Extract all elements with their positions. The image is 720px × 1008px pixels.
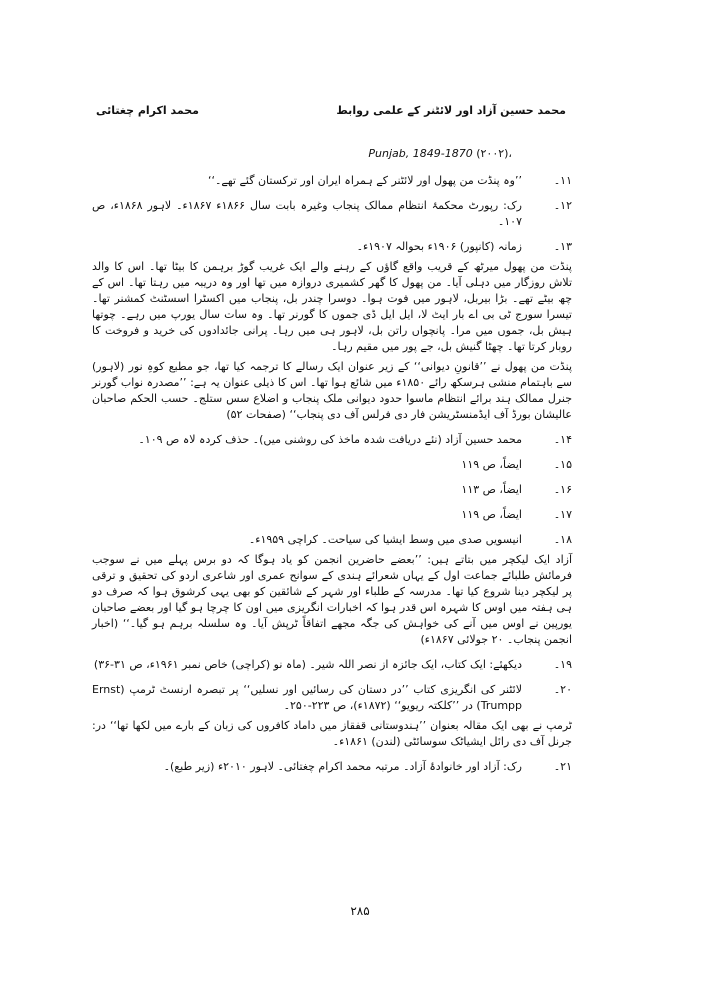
footnote-text xyxy=(92,507,522,523)
header-title: محمد حسین آزاد اور لائٹنر کے علمی روابط xyxy=(336,104,566,117)
reference-year: (۲۰۰۲)، xyxy=(476,147,512,160)
footnote-text xyxy=(92,657,522,673)
footnote-item xyxy=(92,507,572,523)
footnote-paragraph: ٹرمپ نے بھی ایک مقالہ بعنوان ’’ہندوستانی قفقاز میں داماد کافروں کی زبان کے بارے میں لکھا تھا‘‘ در: جرنل آف دی رائل ایشیاٹک سوسائٹی (لندن) ۱۸۶۱ء۔ xyxy=(92,719,572,748)
footnote-item xyxy=(92,532,572,648)
reference-title: Punjab, 1849-1870 xyxy=(368,147,473,160)
footnote-paragraph: ایضاً، ص ۱۱۳ xyxy=(461,483,522,496)
footnote-item xyxy=(92,432,572,448)
header-author: محمد اکرام چغتائی xyxy=(96,104,199,117)
footnote-paragraph: ایضاً، ص ۱۱۹ xyxy=(461,458,522,471)
footnote-text xyxy=(92,198,522,230)
footnote-number: ۱۷۔ xyxy=(553,508,572,521)
notes-list xyxy=(92,173,572,775)
footnote-number: ۱۲۔ xyxy=(553,199,572,212)
footnote-text xyxy=(92,482,522,498)
footnote-number: ۲۰۔ xyxy=(553,683,572,696)
footnote-number: ۱۹۔ xyxy=(553,658,572,671)
footnote-item xyxy=(92,173,572,189)
footnote-number: ۱۳۔ xyxy=(553,240,572,253)
footnote-paragraph: ’’وہ پنڈت من پھول اور لائٹنر کے ہمراہ ایران اور ترکستان گئے تھے۔‘‘ xyxy=(207,174,522,187)
page-number: ۲۸۵ xyxy=(350,904,370,918)
running-header xyxy=(96,104,566,124)
footnote-number: ۱۴۔ xyxy=(553,433,572,446)
footnotes-body xyxy=(92,146,572,784)
footnote-item xyxy=(92,482,572,498)
reference-line xyxy=(92,146,572,162)
footnote-paragraph: انیسویں صدی میں وسط ایشیا کی سیاحت۔ کراچی ۱۹۵۹ء۔ xyxy=(248,533,522,546)
footnote-number: ۲۱۔ xyxy=(553,760,572,773)
footnote-paragraph: دیکھئے: ایک کتاب، ایک جائزہ از نصر اللہ شیر۔ (ماہ نو (کراچی) خاص نمبر ۱۹۶۱ء، ص ۳۱-۳۶) xyxy=(93,658,522,671)
footnote-text xyxy=(92,532,572,648)
footnote-number: ۱۱۔ xyxy=(553,174,572,187)
footnote-paragraph: آزاد ایک لیکچر میں بتاتے ہیں: ’’بعضے حاضرین انجمن کو یاد ہوگا کہ دو برس پہلے میں نے سوجب فرمائش طلبائے جماعت اول کے یہاں شعرائے ہندی کے سوانح عمری اور شاعری اردو کی تحقیق و ترقی پر لیکچر دینا شروع کیا تھا۔ مدرسہ کے طلباء اور شہر کے شائقین کو بھی یہی کرشوق ہوا کہ صرف دو ہی ہفتہ میں اوس کا شہرہ اس قدر ہوا کہ اخبارات انگریزی میں اون کا چرچا ہو گیا اور بعضے صاحبان یورپین نے اوس میں آنے کی خواہش کی جگہ مجھے اتفاقاً ٹرپش آیا۔ وہ سلسلہ برہم ہو گیا۔‘‘ (اخبار انجمن پنجاب۔ ۲۰ جولائی ۱۸۶۷ء) xyxy=(92,553,572,646)
footnote-paragraph: رک: آزاد اور خانوادۂ آزاد۔ مرتبہ محمد اکرام چغتائی۔ لاہور ۲۰۱۰ء (زیر طبع)۔ xyxy=(163,760,522,773)
footnote-paragraph: پنڈت من پھول نے ’’قانونِ دیوانی‘‘ کے زیر عنوان ایک رسالے کا ترجمہ کیا تھا، جو مطبع کوہِ نور (لاہور) سے باہتمام منشی ہرسکھ رائے ۱۸۵۰ء میں شائع ہوا تھا۔ اس کا ذیلی عنوان یہ ہے: ’’مصدرہ نواب گورنر جنرل ممالک ہند برائے انتظام ماسوا حدود دیوانی ملک پنجاب و اضلاع سس ستلج۔ حسب الحکم صاحبان عالیشان بورڈ آف ایڈمنسٹریشن فار دی فرلس آف دی پنجاب‘‘ (صفحات ۵۲) xyxy=(92,360,573,421)
footnote-number: ۱۵۔ xyxy=(553,458,572,471)
footnote-text xyxy=(92,759,522,775)
footnote-item xyxy=(92,457,572,473)
footnote-number: ۱۸۔ xyxy=(553,533,572,546)
footnote-item xyxy=(92,198,572,230)
footnote-paragraph: زمانہ (کانپور) ۱۹۰۶ء بحوالہ ۱۹۰۷ء۔ xyxy=(356,240,522,253)
footnote-item xyxy=(92,657,572,673)
footnote-paragraph: رک: رپورٹ محکمۂ انتظام ممالک پنجاب وغیرہ بابت سال ۱۸۶۶ء ۱۸۶۷ء۔ لاہور ۱۸۶۸ء، ص ۱۰۷۔ xyxy=(92,199,522,228)
footnote-text xyxy=(92,432,522,448)
footnote-paragraph: محمد حسین آزاد (نئے دریافت شدہ ماخذ کی روشنی میں)۔ حذف کردہ لاہ ص ۱۰۹۔ xyxy=(138,433,522,446)
footnote-paragraph: پنڈت من پھول میرٹھ کے قریب واقع گاؤں کے رہنے والے ایک غریب گوڑ برہمن کا بیٹا تھا۔ اس کا والد تلاش روزگار میں دہلی آیا۔ من پھول کا گھر کشمیری دروازہ میں تھا اور وہ دریبہ میں رہتا تھا۔ اس کے چھ بیٹے تھے۔ بڑا بیربل، لاہور میں فوت ہوا۔ دوسرا چندر بل، پنجاب میں اکسٹرا اسسٹنٹ کمشنر تھا۔ تیسرا سورج ٹی بی اے بار ایٹ لا، ایل ایل ڈی جموں کا گورنر تھا۔ وہ سات سال یورپ میں رہے۔ چوتھا ہیش بل، جموں میں مرا۔ پانچواں راتن بل، لاہور ہی میں رہا۔ پرانی جائدادوں کی خرید و فروخت کا روبار کرتا تھا۔ چھٹا گنیش بل، جے پور میں مقیم رہا۔ xyxy=(92,260,572,353)
footnote-number: ۱۶۔ xyxy=(553,483,572,496)
footnote-paragraph: لائٹنر کی انگریزی کتاب ’’در دستان کی رسائیں اور نسلیں‘‘ پر تبصرہ ارنسٹ ٹرمپ (Ernst Trumpp) در ’’کلکتہ ریویو‘‘ (۱۸۷۲ء)، ص ۲۲۳-۲۵۰۔ xyxy=(92,683,522,712)
footnote-text xyxy=(92,457,522,473)
footnote-text xyxy=(92,173,522,189)
footnote-item xyxy=(92,759,572,775)
footnote-item xyxy=(92,682,572,750)
footnote-item xyxy=(92,239,572,423)
footnote-paragraph: ایضاً، ص ۱۱۹ xyxy=(461,508,522,521)
